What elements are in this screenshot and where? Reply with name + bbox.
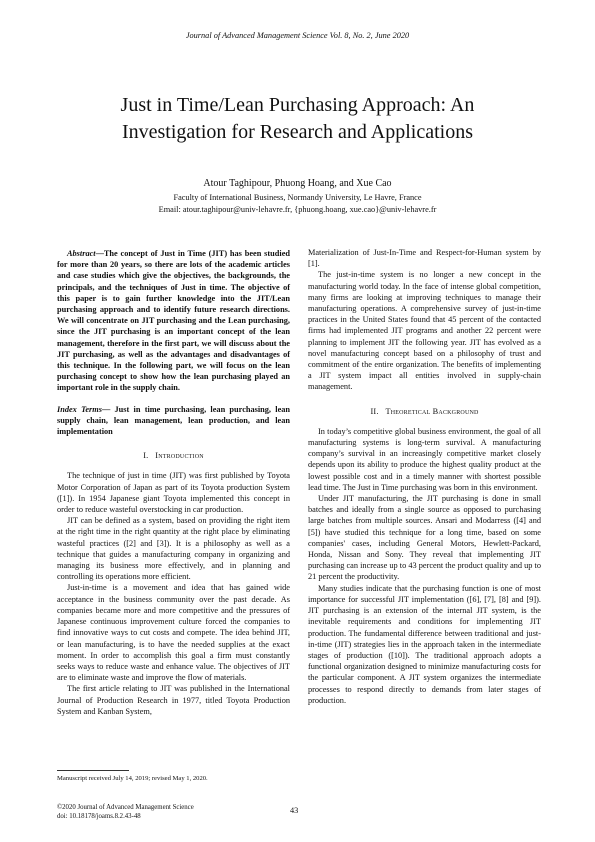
paragraph: Many studies indicate that the purchasing function is one of most importance for successful JIT implementation ([6], [7], [8] and [9]). JIT purchasing is an extension of the internal JIT system, is the inevitable requirements and conditions for implementing JIT production. The fundamental difference between traditional and just-in-time (JIT) strategies lies in the approach taken in the intermediate stages of production ([10]). The traditional approach adopts a functional organization designed to minimize manufacturing costs for the particular component. A JIT system organizes the intermediate processes to respond directly to demands from later stages of production. [308,583,541,705]
paragraph: The technique of just in time (JIT) was first published by Toyota Motor Corporation of Japan as part of its Toyota production System ([1]). In 1954 Japanese giant Toyota implemented this concept in order to reduce wasteful overstocking in car production. [57,471,290,515]
authors: Atour Taghipour, Phuong Hoang, and Xue Cao [203,178,392,189]
paragraph: Under JIT manufacturing, the JIT purchasing is done in small batches and ideally from a single source as opposed to purchasing large batches from multiple sources. Ansari and Modarress ([4] and [5]) have studied this technique for a long time, based on some companies' cases, including General Motors, Hewlett-Packard, Honda, Nissan and Sony. They reveal that implementing JIT purchasing can increase up to 43 percent the product quality and up to 21 percent the productivity. [308,494,541,582]
section-number: II. [370,406,379,416]
paragraph: JIT can be defined as a system, based on providing the right item at the right time in the right quantity at the right place by eliminating wasteful practices ([2] and [3]). It is a philosophy as well as a technique that guides a manufacturing company in organizing and managing its business more effectively, and in planning and controlling its operations more efficient. [57,516,290,582]
paragraph: The first article relating to JIT was published in the International Journal of Production Research in 1977, titled Toyota Production System and Kanban System, [57,684,290,716]
paragraph: Materialization of Just-In-Time and Respect-for-Human system by [1]. [308,248,541,269]
right-column [308,247,541,706]
left-column [57,248,290,717]
email-line: Email: atour.taghipour@univ-lehavre.fr, {phuong.hoang, xue.cao}@univ-lehavre.fr [158,205,437,214]
section-heading-introduction [57,450,290,461]
footnote: Manuscript received July 14, 2019; revised May 1, 2020. [57,775,208,782]
paragraph: Just-in-time is a movement and idea that has gained wide acceptance in the business community over the past decade. As companies became more and more competitive and the pressures of Japanese continuous improvement culture forced the companies to find innovative ways to cut costs and compete. The idea behind JIT, or lean manufacturing, is to have the needed supplies at the exact moment. In order to accomplish this goal a firm must constantly seeks ways to reduce waste and enhance value. The objectives of JIT are to eliminate waste and improve the flow of materials. [57,583,290,683]
footnote-divider [57,770,129,771]
paper-title [40,92,555,146]
section-heading-background [308,406,541,417]
title-line-1: Just in Time/Lean Purchasing Approach: An [120,94,475,116]
index-terms [57,404,290,438]
journal-header: Journal of Advanced Management Science Vol. 8, No. 2, June 2020 [185,31,410,40]
title-line-2: Investigation for Research and Applications [121,121,473,143]
abstract-text: —The concept of Just in Time (JIT) has been studied for more than 20 years, so there are lots of the academic articles and case studies which give the objectives, the backgrounds, the principals, and the techniques of Just in time. The objective of this paper is to gain further knowledge into the JIT/Lean purchasing approach and to identify future research directions. We will concentrate on JIT purchasing and the Lean purchasing, since the JIT purchasing is an important concept of the lean management, therefore in the first part, we will discuss about the JIT purchasing, as well as the advantages and disadvantages of this technique. In the following part, we will focus on the lean purchasing concept to show how the lean purchasing played an important role in the supply chain. [57,249,290,393]
paragraph: The just-in-time system is no longer a new concept in the manufacturing world today. In the face of intense global competition, many firms are looking at improving techniques to manage their manufacturing operations. A comprehensive survey of just-in-time practices in the United States found that 45 percent of the contacted firms had implemented JIT programs and another 22 percent were planning to implement JIT the following year. JIT has evolved as a novel manufacturing concept based on a philosophy of trust and commitment of the entire organization. The benefits of implementing a JIT system impact all entities involved in supply-chain management. [308,270,541,392]
abstract [57,248,290,394]
index-terms-text: — Just in time purchasing, lean purchasing, lean supply chain, lean management, lean production, and lean implementation [57,404,291,437]
page-number: 43 [290,806,299,815]
abstract-label: Abstract [67,249,96,258]
footer-doi: doi: 10.18178/joams.8.2.43-48 [57,813,141,820]
section-title: Introduction [155,451,204,461]
index-terms-label: Index Terms [57,404,102,414]
section-title: Theoretical Background [385,406,479,416]
paragraph: In today’s competitive global business environment, the goal of all manufacturing systems is long-term survival. A manufacturing company’s survival in an increasingly competitive market closely depends upon its ability to produce the highest quality product at the lowest possible cost and in a timely manner with shortest possible lead time. The Just in Time purchasing was born in this environment. [308,426,541,492]
footer-copyright: ©2020 Journal of Advanced Management Science [57,804,194,811]
section-number: I. [143,451,149,461]
affiliation: Faculty of International Business, Normandy University, Le Havre, France [173,193,422,202]
